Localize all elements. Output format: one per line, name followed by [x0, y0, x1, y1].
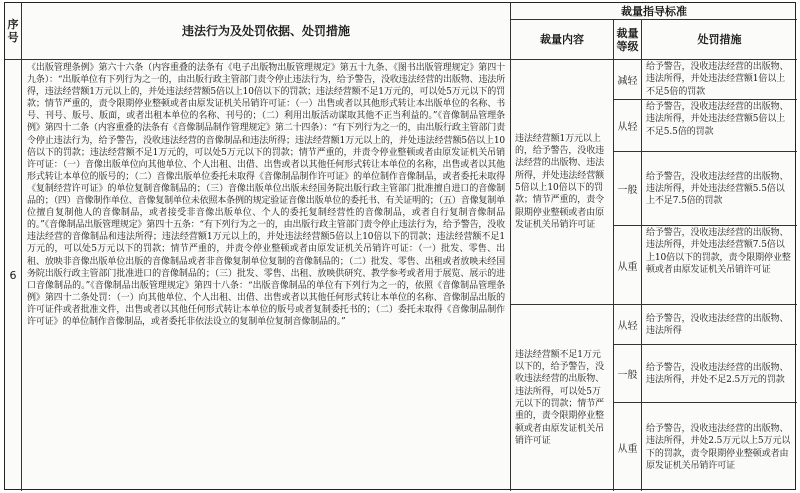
level-a-3: 一般 [614, 152, 642, 226]
main-header: 违法行为及处罚依据、处罚措施 [22, 3, 511, 60]
seq-number: 6 [5, 60, 22, 491]
regulation-table [4, 2, 796, 490]
level-a-2: 从轻 [614, 100, 642, 152]
discretion-content-a-text: 违法经营额1万元以上的，给予警告，没收违法经营的出版物、违法所得，并处违法经营额5倍以上10倍以下的罚款；情节严重的，责令限期停业整顿或者由原发证机关吊销许可证 [515, 133, 605, 230]
legal-basis-text: 《出版管理条例》第六十六条（内容重叠的法条有《电子出版物出版管理规定》第五十九条、《图书出版管理规定》第四十九条）：“出版单位有下列行为之一的，由出版行政主管部门责令停止违法行为，给予警告，没收违法经营的出版物、违法所得，违法经营额1万元以上的，并处违法经营额5倍以上10倍以下的罚款；违法经营额不足1万元的，可以处5万元以下的罚款；情节严重的，责令限期停业整顿或者由原发证机关吊销许可证：（一）出售或者以其他形式转让本出版单位的名称、书号、刊号、版号、版面，或者出租本单位的名称、刊号的；（二）利用出版活动谋取其他不正当利益的。”《音像制品管理条例》第四十二条（内容重叠的法条有《音像制品制作管理规定》第二十四条）：“有下列行为之一的，由出版行政主管部门责令停止违法行为，给予警告，没收违法经营的音像制品和违法所得；违法经营额1万元以上的，并处违法经营额5倍以上10倍以下的罚款；违法经营额不足1万元的，可以处5万元以下的罚款；情节严重的，并责令停业整顿或者由原发证机关吊销许可证：（一）音像出版单位向其他单位、个人出租、出借、出售或者以其他任何形式转让本单位的名称，出售或者以其他形式转让本单位的版号的；（二）音像出版单位委托未取得《音像制品制作许可证》的单位制作音像制品，或者委托未取得《复制经营许可证》的单位复制音像制品的；（三）音像出版单位出版未经国务院出版行政主管部门批准擅自进口的音像制品的；（四）音像制作单位、音像复制单位未依照本条例的规定验证音像出版单位的委托书、有关证明的；（五）音像复制单位擅自复制他人的音像制品，或者接受非音像出版单位、个人的委托复制经营性的音像制品，或者自行复制音像制品的。”《音像制品出版管理规定》第四十五条：“有下列行为之一的，由出版行政主管部门责令停止违法行为，给予警告，没收违法经营的音像制品和违法所得；违法经营额1万元以上的，并处违法经营额5倍以上10倍以下的罚款；违法经营额不足1万元的，可以处5万元以下的罚款；情节严重的，并责令停业整顿或者由原发证机关吊销许可证：（一）批发、零售、出租、放映非音像出版单位出版的音像制品或者非音像复制单位复制的音像制品的；（二）批发、零售、出租或者放映未经国务院出版行政主管部门批准进口的音像制品的；（三）批发、零售、出租、放映供研究、教学参考或者用于展览、展示的进口音像制品的。”《音像制品出版管理规定》第四十八条：“出版音像制品的单位有下列行为之一的，依照《音像制品管理条例》第四十二条处罚：（一）向其他单位、个人出租、出借、出售或者以其他任何形式转让本单位的名称、音像制品出版的许可证件或者批准文件，出售或者以其他任何形式转让本单位的版号或者复制委托书的；（二）委托未取得《音像制品制作许可证》的单位制作音像制品，或者委托非依法设立的复制单位复制音像制品的。” [22, 60, 511, 491]
penalty-a-3 [642, 152, 797, 226]
penalty-b-2 [642, 345, 797, 403]
level-b-1: 从轻 [614, 305, 642, 345]
discretion-content-b [511, 305, 614, 491]
level-a-1: 减轻 [614, 60, 642, 100]
penalty-b-3 [642, 403, 797, 491]
penalty-header: 处罚措施 [642, 20, 797, 60]
penalty-b-1-text: 给予警告，没收违法经营的出版物、违法所得 [646, 313, 789, 336]
discretion-content-a [511, 60, 614, 305]
seq-header: 序号 [5, 3, 22, 60]
penalty-b-2-text: 给予警告，没收违法经营的出版物、违法所得，并处不足2.5万元的罚款 [646, 362, 789, 385]
penalty-b-3-text: 给予警告，没收违法经营的出版物、违法所得，并处2.5万元以上5万元以下的罚款，责令限期停业整顿或者由原发证机关吊销许可证 [646, 423, 791, 471]
penalty-a-3-text: 给予警告，没收违法经营的出版物、违法所得，并处违法经营额5.5倍以上不足7.5倍的罚款 [646, 171, 789, 207]
level-b-3: 从重 [614, 403, 642, 491]
penalty-a-4: 给予警告，没收违法经营的出版物、违法所得，并处违法经营额7.5倍以上10倍以下的罚款，责令限期停业整顿或者由原发证机关吊销许可证 [642, 226, 797, 305]
penalty-a-1: 给予警告，没收违法经营的出版物、违法所得，并处违法经营额1倍以上不足5倍的罚款 [642, 60, 797, 100]
level-a-4: 从重 [614, 226, 642, 305]
content-header: 裁量内容 [511, 20, 614, 60]
discretion-content-b-text: 违法经营额不足1万元以下的，给予警告，没收违法经营的出版物、违法所得，可以处5万元以下的罚款；情节严重的，责令限期停业整顿或者由原发证机关吊销许可证 [515, 349, 605, 446]
guide-header: 裁量指导标准 [511, 3, 797, 20]
penalty-b-1 [642, 305, 797, 345]
level-header: 裁量等级 [614, 20, 642, 60]
penalty-a-2: 给予警告，没收违法经营的出版物、违法所得，并处违法经营额5倍以上不足5.5倍的罚款 [642, 100, 797, 152]
level-b-2: 一般 [614, 345, 642, 403]
